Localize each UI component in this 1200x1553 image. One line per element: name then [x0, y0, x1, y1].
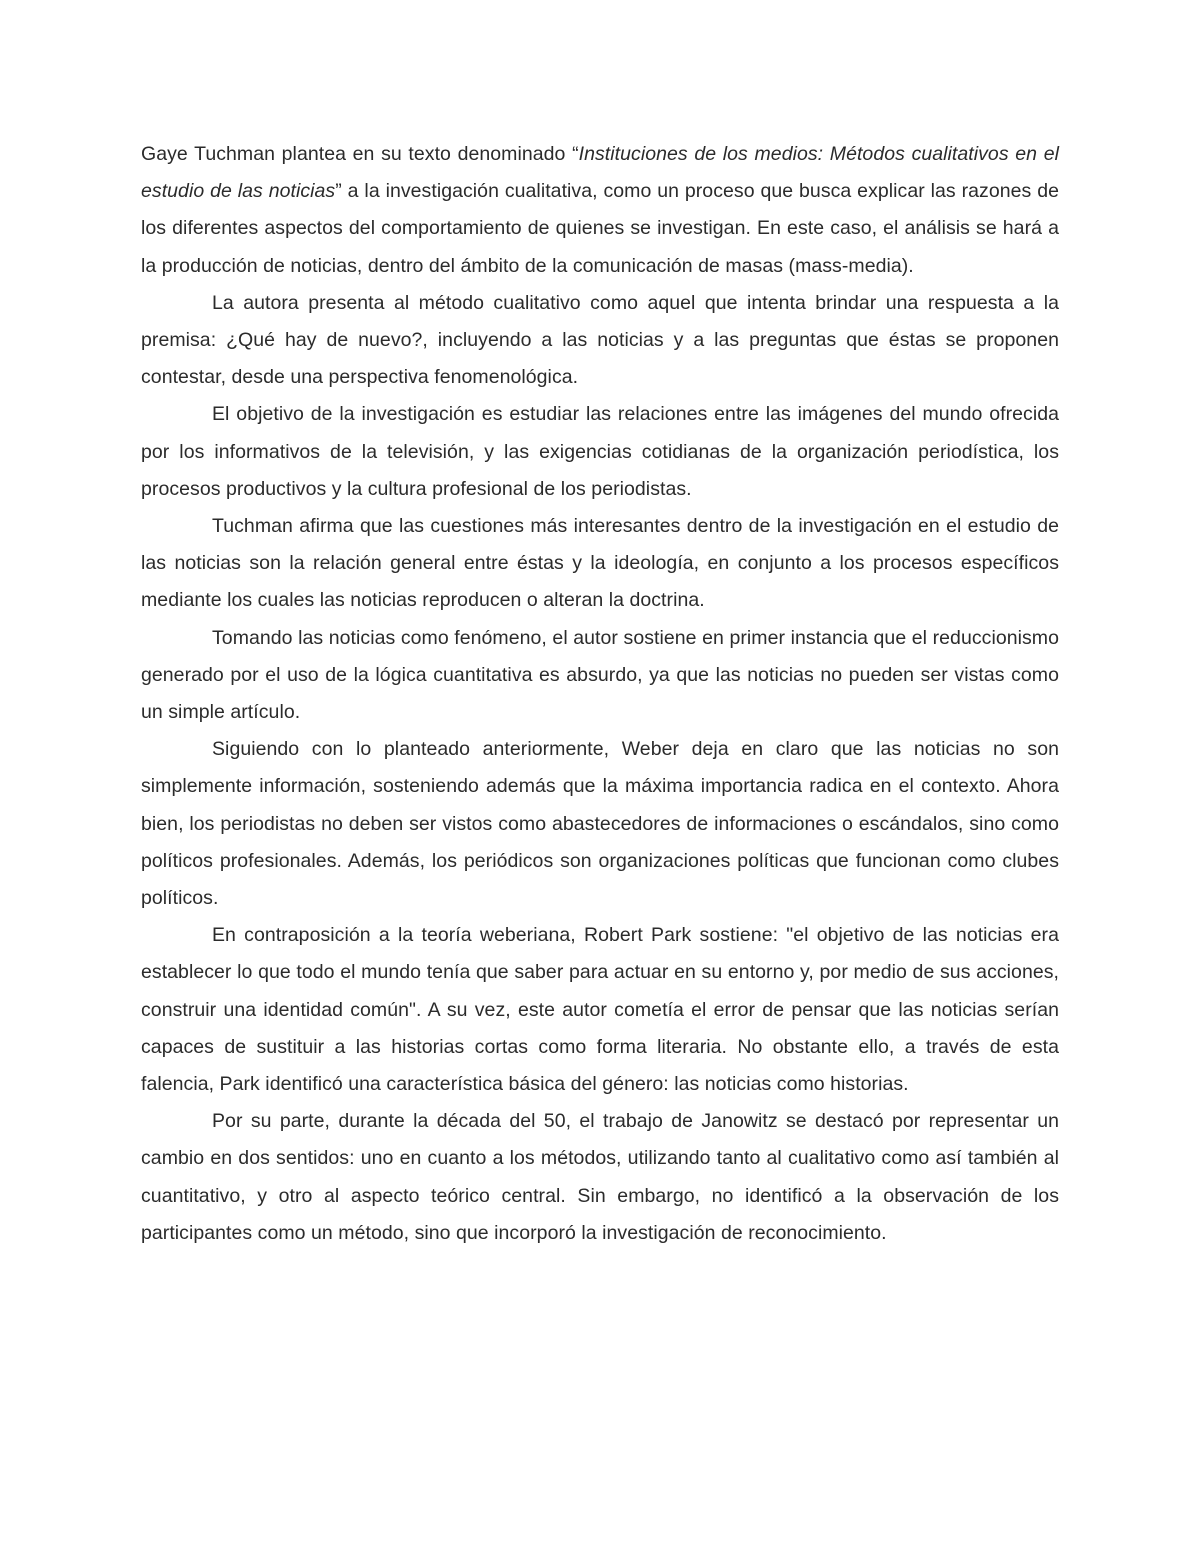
paragraph-6: Siguiendo con lo planteado anteriormente, Weber deja en claro que las noticias no son simplemente información, sosteniendo además que la máxima importancia radica en el contexto. Ahora bien, los periodistas no deben ser vistos como abastecedores de informaciones o escándalos, sino como políticos profesionales. Además, los periódicos son organizaciones políticas que funcionan como clubes políticos. — [141, 738, 1059, 910]
paragraph-1-text-a: Gaye Tuchman plantea en su texto denominado “ — [141, 143, 579, 165]
paragraph-7: En contraposición a la teoría weberiana, Robert Park sostiene: "el objetivo de las noticias era establecer lo que todo el mundo tenía que saber para actuar en su entorno y, por medio de sus acciones, construir una identidad común". A su vez, este autor cometía el error de pensar que las noticias serían capaces de sustituir a las historias cortas como forma literaria. No obstante ello, a través de esta falencia, Park identificó una característica básica del género: las noticias como historias. — [141, 924, 1059, 1096]
paragraph-8: Por su parte, durante la década del 50, el trabajo de Janowitz se destacó por representar un cambio en dos sentidos: uno en cuanto a los métodos, utilizando tanto al cualitativo como así también al cuantitativo, y otro al aspecto teórico central. Sin embargo, no identificó a la observación de los participantes como un método, sino que incorporó la investigación de reconocimiento. — [141, 1110, 1059, 1244]
document-body — [141, 136, 1059, 1252]
paragraph-2: La autora presenta al método cualitativo como aquel que intenta brindar una respuesta a la premisa: ¿Qué hay de nuevo?, incluyendo a las noticias y a las preguntas que éstas se proponen contestar, desde una perspectiva fenomenológica. — [141, 291, 1059, 389]
paragraph-3: El objetivo de la investigación es estudiar las relaciones entre las imágenes del mundo ofrecida por los informativos de la televisión, y las exigencias cotidianas de la organización periodística, los procesos productivos y la cultura profesional de los periodistas. — [141, 403, 1059, 500]
paragraph-1-text-b: ” a la investigación cualitativa, como un proceso que busca explicar las razones de los diferentes aspectos del comportamiento de quienes se investigan. En este caso, el análisis se hará a la producción de noticias, dentro del ámbito de la comunicación de masas (mass-media). — [141, 180, 1059, 277]
paragraph-4: Tuchman afirma que las cuestiones más interesantes dentro de la investigación en el estudio de las noticias son la relación general entre éstas y la ideología, en conjunto a los procesos específicos mediante los cuales las noticias reproducen o alteran la doctrina. — [141, 515, 1059, 612]
paragraph-5: Tomando las noticias como fenómeno, el autor sostiene en primer instancia que el reduccionismo generado por el uso de la lógica cuantitativa es absurdo, ya que las noticias no pueden ser vistas como un simple artículo. — [141, 626, 1059, 724]
paragraph-1-italic-title: Instituciones de los medios: Métodos cualitativos en el estudio de las noticias — [141, 143, 1059, 203]
paragraph-1 — [141, 136, 1059, 285]
